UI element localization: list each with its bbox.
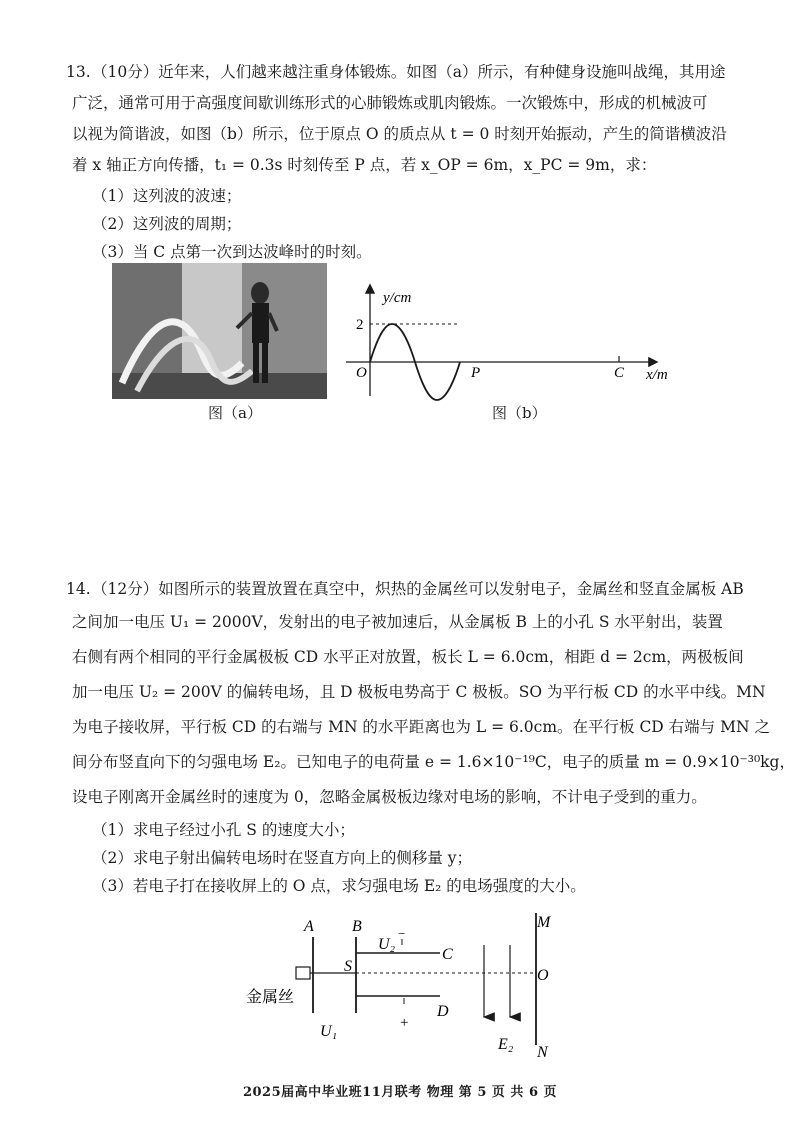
- q14-sub-1: （1）求电子经过小孔 S 的速度大小；: [92, 821, 355, 839]
- label-plus: +: [400, 1015, 409, 1031]
- q14-line-4: 加一电压 U₂ = 200V 的偏转电场，且 D 极板电势高于 C 极板。SO 为平行板 CD 的水平中线。MN: [72, 683, 766, 701]
- q14-number: 14.: [66, 580, 91, 598]
- label-e2: E₂: [498, 1036, 514, 1053]
- q14-line-7: 设电子刚离开金属丝时的速度为 0，忽略金属极板边缘对电场的影响，不计电子受到的重力。: [72, 788, 707, 806]
- y-axis-label: y/cm: [383, 290, 412, 306]
- label-c: C: [442, 946, 453, 963]
- battle-rope-photo: [112, 263, 327, 399]
- fig-b-caption: 图（b）: [492, 404, 547, 422]
- q14-line-6: 间分布竖直向下的匀强电场 E₂。已知电子的电荷量 e = 1.6×10⁻¹⁹C，电子的质量 m = 0.9×10⁻³⁰kg，: [72, 753, 795, 771]
- page-footer: 2025届高中毕业班11月联考 物理 第 5 页 共 6 页: [242, 1085, 558, 1100]
- label-u1: U₁: [320, 1023, 338, 1040]
- label-o: O: [537, 967, 549, 984]
- q13-line-3: 以视为简谐波，如图（b）所示，位于原点 O 的质点从 t = 0 时刻开始振动，产生的简谐横波沿: [72, 125, 727, 143]
- q13-sub-1: （1）这列波的波速；: [92, 187, 242, 205]
- label-d: D: [437, 1003, 449, 1020]
- q14-line-2: 之间加一电压 U₁ = 2000V，发射出的电子被加速后，从金属板 B 上的小孔 S 水平射出，装置: [72, 613, 723, 631]
- battle-rope-illustration: [112, 263, 327, 399]
- label-b: B: [352, 918, 362, 935]
- label-u2: U₂: [378, 936, 396, 953]
- amplitude-label: 2: [356, 317, 364, 333]
- q13-sub-3: （3）当 C 点第一次到达波峰时的时刻。: [92, 243, 372, 261]
- q13-line-1: （10分）近年来，人们越来越注重身体锻炼。如图（a）所示，有种健身设施叫战绳，其用途: [92, 63, 726, 81]
- filament-box: [296, 967, 310, 979]
- p-label: P: [471, 365, 481, 381]
- apparatus-diagram: [240, 905, 570, 1070]
- q14-line-3: 右侧有两个相同的平行金属极板 CD 水平正对放置，板长 L = 6.0cm，相距 d = 2cm，两极板间: [72, 648, 744, 666]
- label-n: N: [537, 1044, 548, 1061]
- label-minus: −: [398, 926, 406, 941]
- origin-label: O: [356, 365, 367, 381]
- label-filament: 金属丝: [246, 987, 295, 1006]
- q13-line-4: 着 x 轴正方向传播，t₁ = 0.3s 时刻传至 P 点，若 x_OP = 6m，x_PC = 9m，求：: [72, 156, 657, 174]
- label-s: S: [344, 958, 352, 975]
- q14-sub-3: （3）若电子打在接收屏上的 O 点，求匀强电场 E₂ 的电场强度的大小。: [92, 877, 586, 895]
- fig-a-caption: 图（a）: [208, 404, 262, 422]
- q13-sub-2: （2）这列波的周期；: [92, 215, 242, 233]
- label-m: M: [537, 914, 551, 931]
- q14-line-1: （12分）如图所示的装置放置在真空中，炽热的金属丝可以发射电子，金属丝和竖直金属板 AB: [92, 580, 744, 598]
- q14-line-5: 为电子接收屏，平行板 CD 的右端与 MN 的水平距离也为 L = 6.0cm。在平行板 CD 右端与 MN 之: [72, 718, 770, 736]
- wave-graph: [340, 278, 680, 403]
- q13-number: 13.: [66, 63, 91, 81]
- c-label: C: [614, 365, 625, 381]
- q13-line-2: 广泛，通常可用于高强度间歇训练形式的心肺锻炼或肌肉锻炼。一次锻炼中，形成的机械波可: [72, 94, 708, 112]
- x-axis-label: x/m: [646, 367, 668, 383]
- q14-sub-2: （2）求电子射出偏转电场时在竖直方向上的侧移量 y；: [92, 849, 473, 867]
- label-a: A: [304, 918, 314, 935]
